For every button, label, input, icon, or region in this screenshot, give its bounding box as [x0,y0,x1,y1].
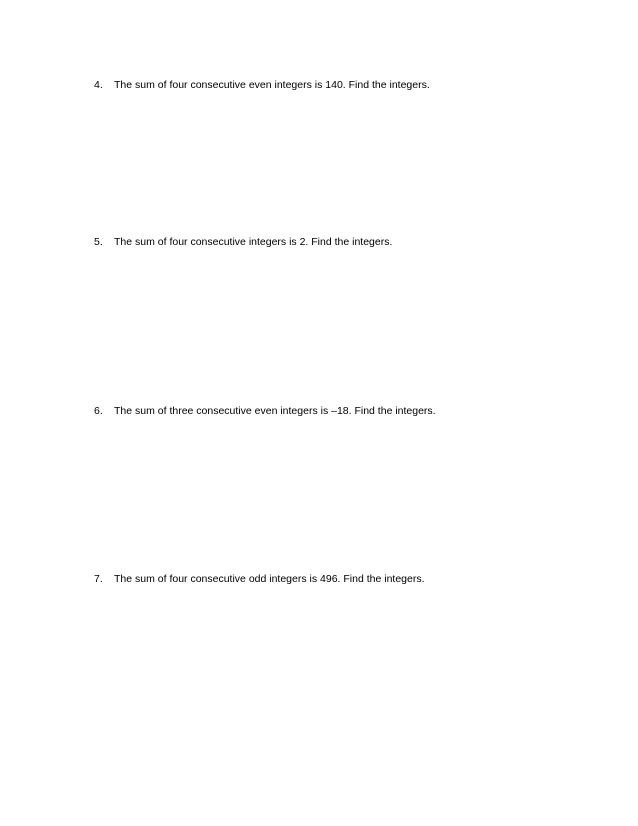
problem-number: 4. [94,79,103,91]
problem-4 [94,78,430,92]
problem-text: The sum of four consecutive integers is 2. Find the integers. [114,236,393,248]
problem-text: The sum of four consecutive odd integers is 496. Find the integers. [114,573,425,585]
problem-5 [94,235,392,249]
problem-6 [94,404,436,418]
problem-number: 5. [94,236,103,248]
problem-text: The sum of three consecutive even integers is –18. Find the integers. [114,405,436,417]
problem-number: 6. [94,405,103,417]
problem-number: 7. [94,573,103,585]
problem-7 [94,572,425,586]
problem-text: The sum of four consecutive even integers is 140. Find the integers. [114,79,430,91]
